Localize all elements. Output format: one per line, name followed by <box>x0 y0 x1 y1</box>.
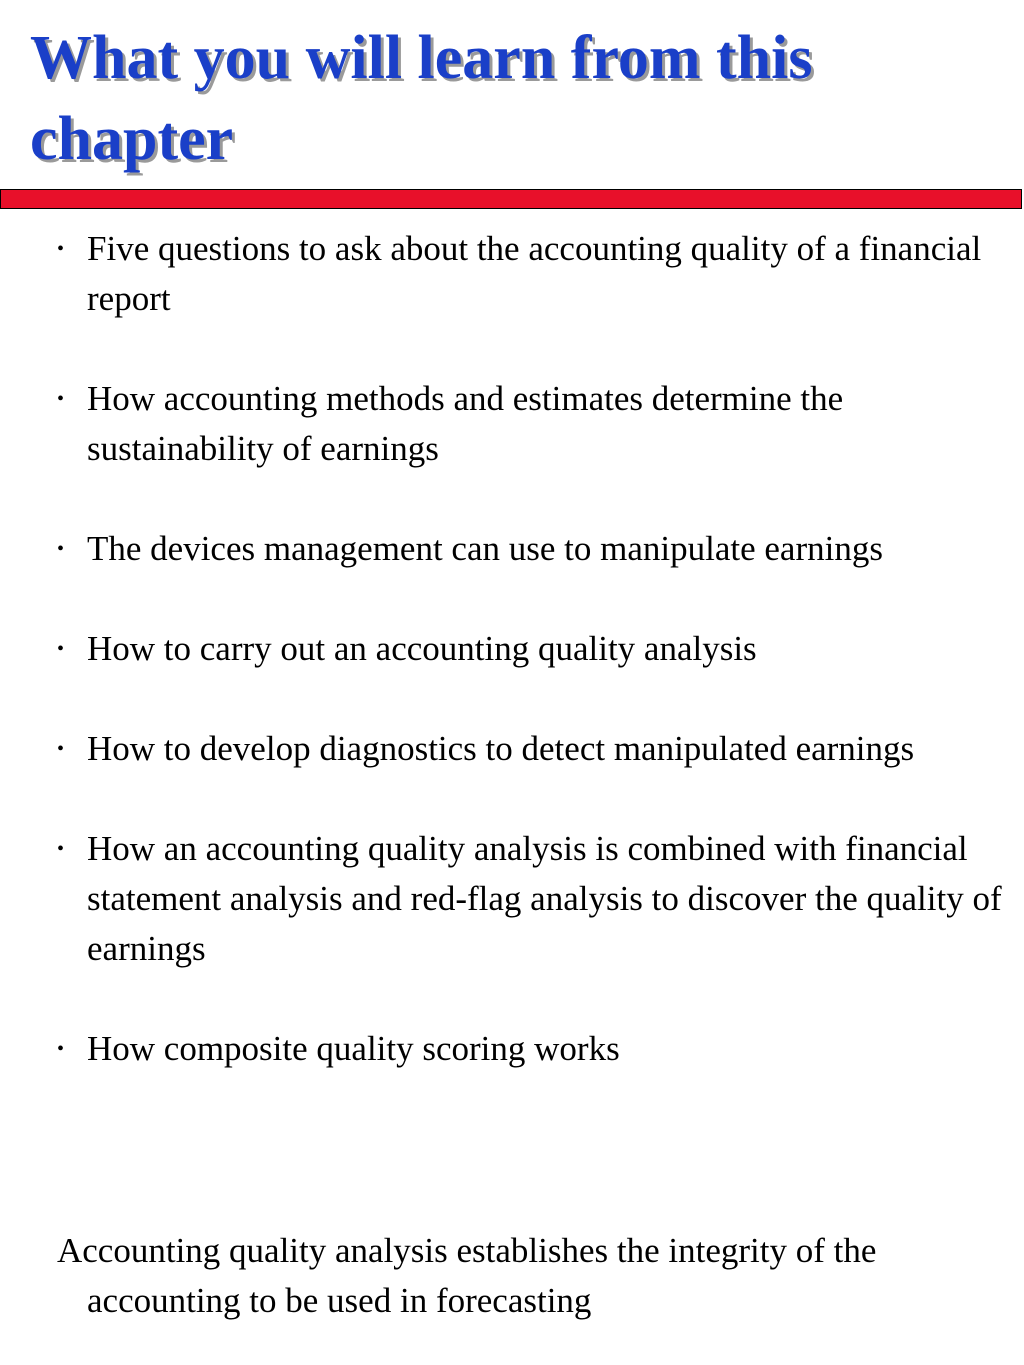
list-item <box>0 374 1024 474</box>
bullet-icon: • <box>57 838 65 860</box>
list-item <box>0 1024 1024 1074</box>
list-item <box>0 724 1024 774</box>
bullet-icon: • <box>57 238 65 260</box>
bullet-text: Five questions to ask about the accounting quality of a financial report <box>87 229 982 318</box>
bullet-icon: • <box>57 1038 65 1060</box>
summary-statement: Accounting quality analysis establishes the integrity of the accounting to be used in forecasting <box>57 1231 877 1320</box>
list-item <box>0 224 1024 324</box>
bullet-icon: • <box>57 388 65 410</box>
bullet-list <box>0 224 1024 1124</box>
bullet-text: How to carry out an accounting quality analysis <box>87 629 757 668</box>
bullet-icon: • <box>57 738 65 760</box>
list-item <box>0 524 1024 574</box>
bullet-icon: • <box>57 538 65 560</box>
bullet-text: How an accounting quality analysis is combined with financial statement analysis and red-flag analysis to discover the quality of earnings <box>87 829 1002 968</box>
bullet-text: How accounting methods and estimates determine the sustainability of earnings <box>87 379 844 468</box>
bullet-icon: • <box>57 638 65 660</box>
bullet-text: How to develop diagnostics to detect manipulated earnings <box>87 729 915 768</box>
list-item <box>0 624 1024 674</box>
bullet-text: How composite quality scoring works <box>87 1029 620 1068</box>
slide-title: What you will learn from this chapter <box>30 24 813 173</box>
list-item <box>0 824 1024 974</box>
title-divider <box>0 189 1022 209</box>
bullet-text: The devices management can use to manipulate earnings <box>87 529 883 568</box>
